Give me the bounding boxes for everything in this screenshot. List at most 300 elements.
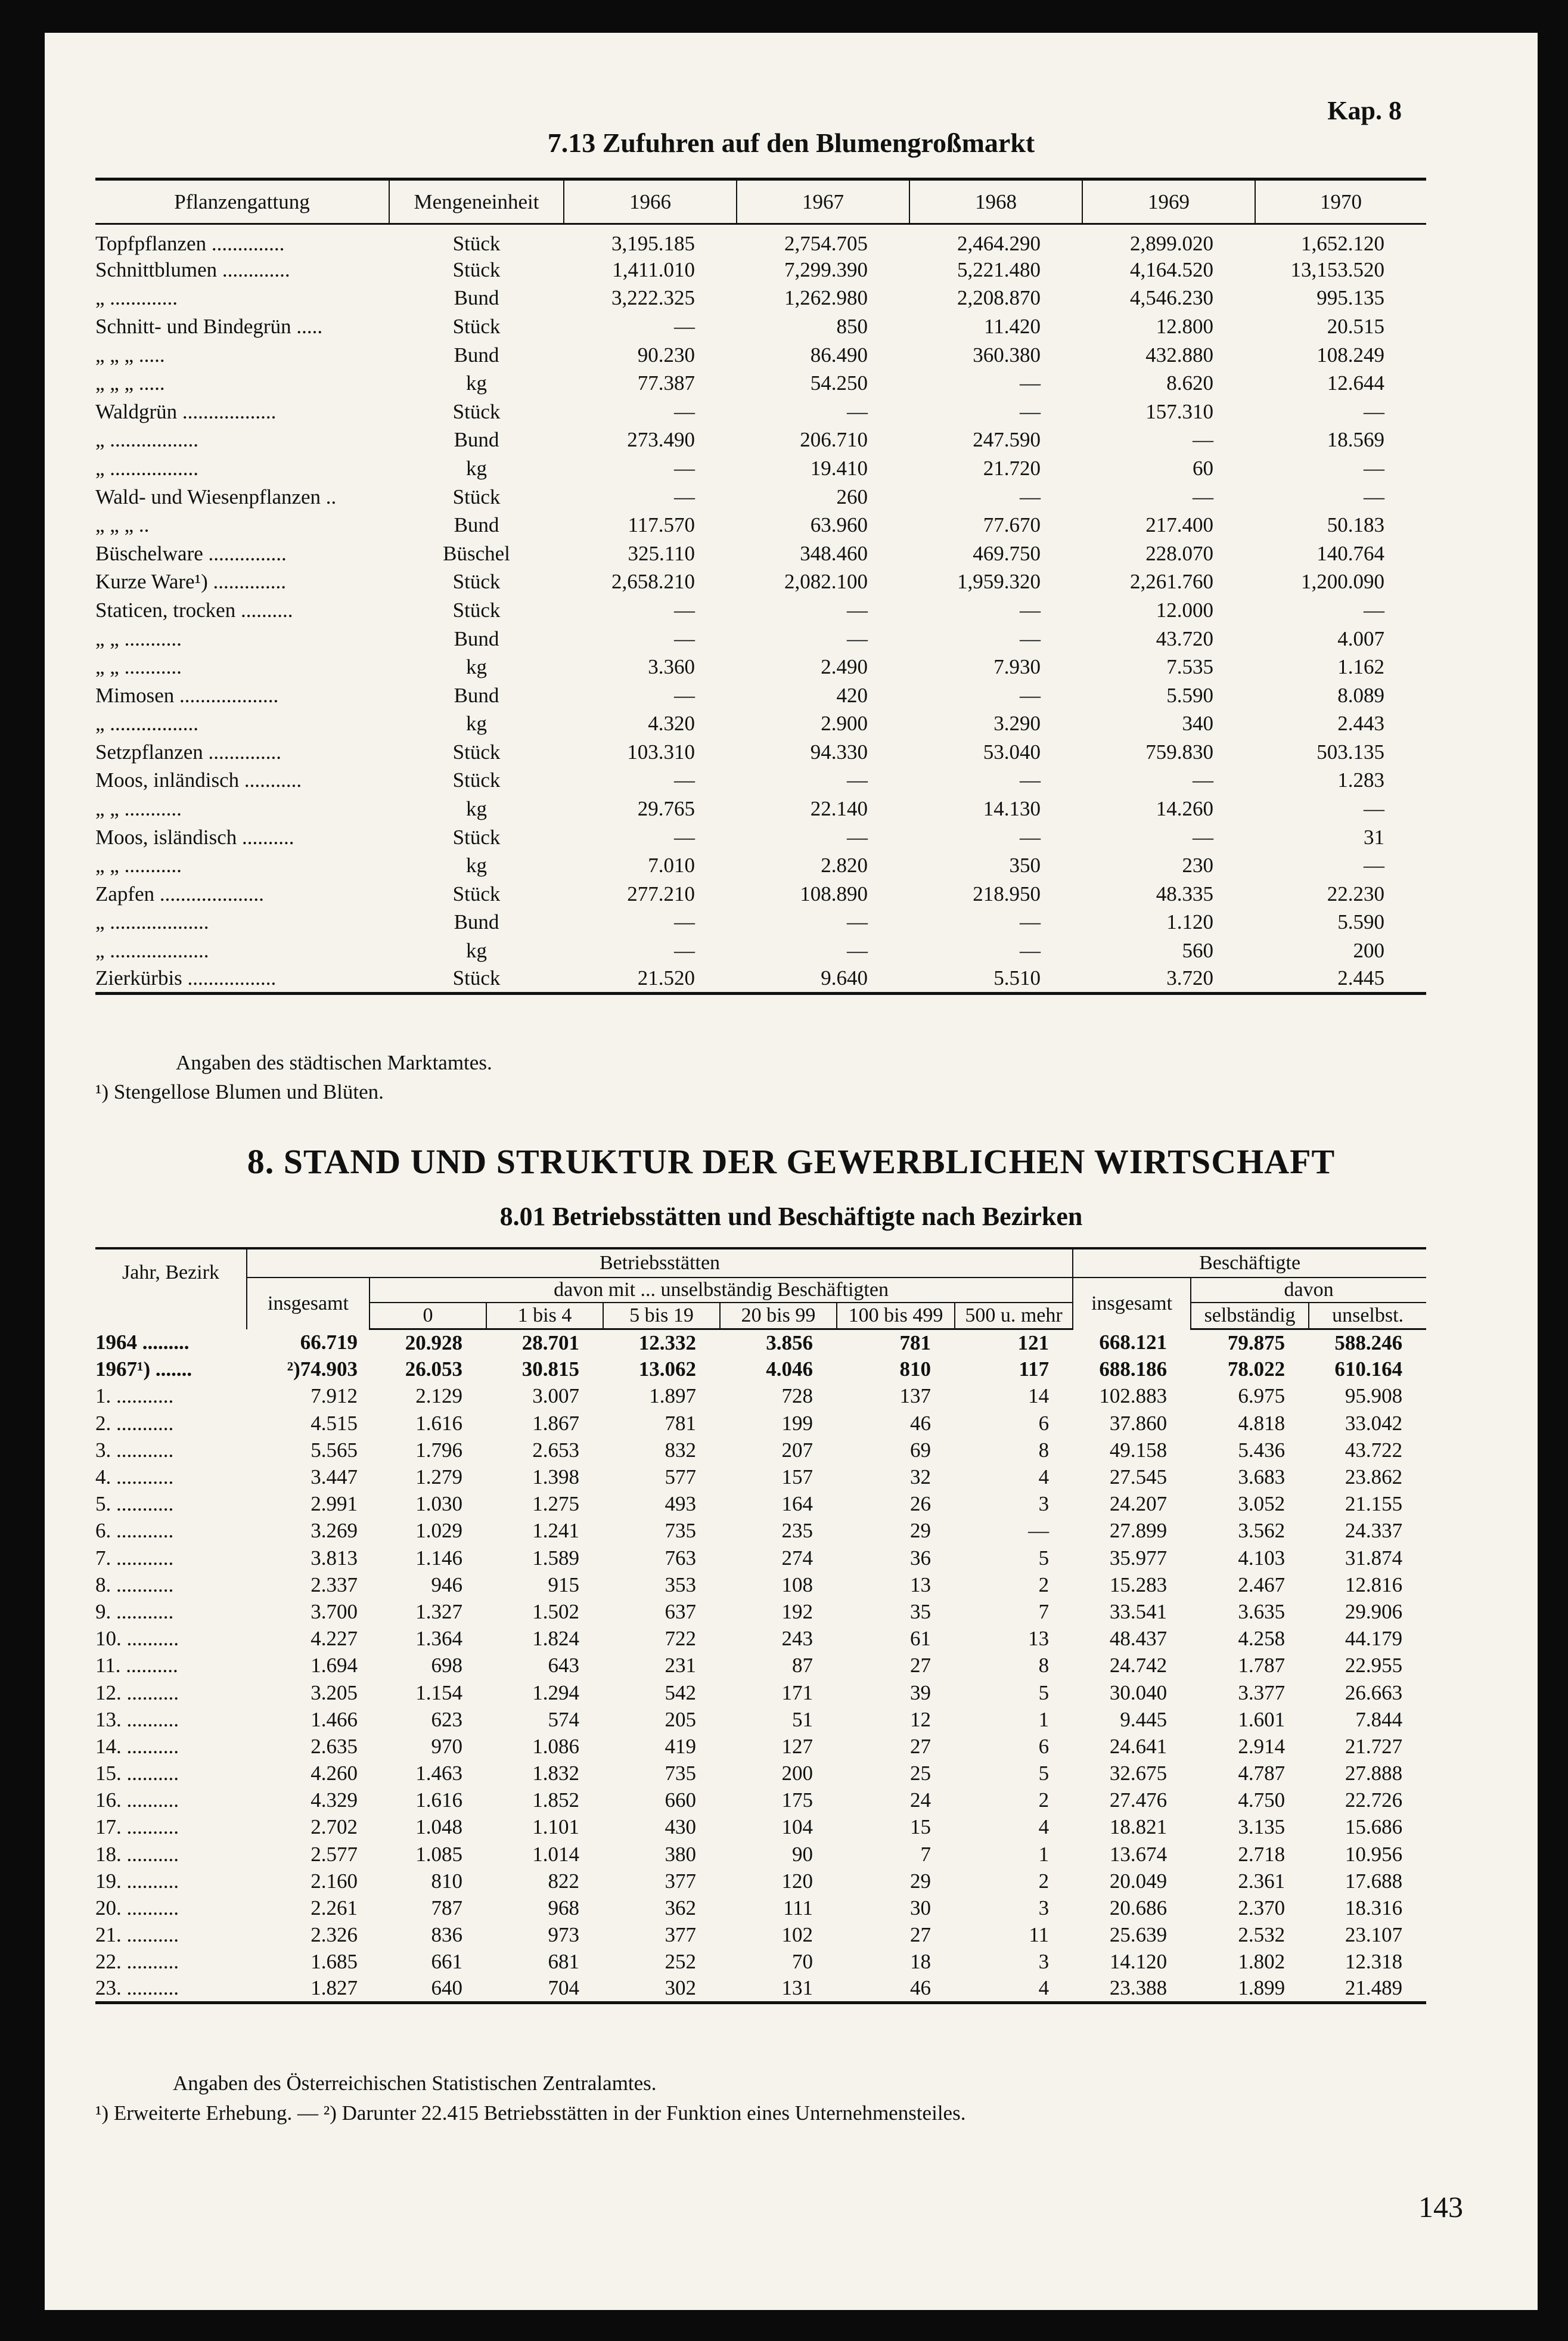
value-cell: 1.014 bbox=[532, 1842, 579, 1866]
value-cell: — bbox=[1364, 598, 1384, 622]
value-cell: 252 bbox=[665, 1950, 696, 1974]
table-7-13 bbox=[95, 178, 1426, 995]
table-row bbox=[95, 1545, 1426, 1571]
value-cell: — bbox=[1364, 797, 1384, 821]
value-cell: 588.246 bbox=[1334, 1331, 1403, 1354]
table-8-01-footnote: ¹) Erweiterte Erhebung. — ²) Darunter 22.415 Betriebsstätten in der Funktion eines Unternehmensteiles. bbox=[95, 2101, 966, 2125]
row-label: „ ............. bbox=[95, 286, 178, 310]
value-cell: 5,221.480 bbox=[957, 258, 1041, 281]
row-label: 1. ........... bbox=[95, 1384, 174, 1408]
value-cell: 13.674 bbox=[1109, 1842, 1168, 1866]
value-cell: 25.639 bbox=[1109, 1923, 1168, 1947]
row-label: 18. .......... bbox=[95, 1842, 179, 1866]
value-cell: — bbox=[674, 910, 695, 934]
row-label: „ „ „ ..... bbox=[95, 343, 165, 367]
unit-cell: Stück bbox=[452, 314, 501, 338]
value-cell: — bbox=[1020, 939, 1041, 963]
value-cell: 419 bbox=[665, 1734, 696, 1758]
value-cell: 53.040 bbox=[983, 740, 1041, 764]
value-cell: 205 bbox=[665, 1707, 696, 1731]
value-cell: 35 bbox=[910, 1599, 931, 1623]
value-cell: 20.686 bbox=[1109, 1896, 1168, 1920]
table-row bbox=[95, 1706, 1426, 1733]
unit-cell: Stück bbox=[452, 485, 501, 508]
value-cell: 3.290 bbox=[993, 712, 1041, 736]
value-cell: — bbox=[1020, 598, 1041, 622]
value-cell: 27.545 bbox=[1109, 1465, 1168, 1489]
header-size-500-plus: 500 u. mehr bbox=[955, 1303, 1073, 1329]
value-cell: 26 bbox=[910, 1492, 931, 1516]
header-davon: davon bbox=[1191, 1278, 1426, 1303]
value-cell: 37.860 bbox=[1109, 1411, 1168, 1435]
table-row bbox=[95, 1598, 1426, 1625]
value-cell: 35.977 bbox=[1109, 1546, 1168, 1570]
value-cell: 643 bbox=[548, 1654, 579, 1678]
value-cell: 120 bbox=[781, 1869, 813, 1893]
table-row bbox=[95, 1814, 1426, 1841]
value-cell: 1.327 bbox=[415, 1599, 462, 1623]
value-cell: 5 bbox=[1038, 1680, 1050, 1704]
header-size-100-499: 100 bis 499 bbox=[837, 1303, 955, 1329]
row-label: 5. ........... bbox=[95, 1492, 174, 1516]
table-row bbox=[95, 511, 1426, 539]
value-cell: 3.447 bbox=[311, 1465, 358, 1489]
value-cell: 199 bbox=[781, 1411, 813, 1435]
row-label: Wald- und Wiesenpflanzen .. bbox=[95, 485, 337, 508]
value-cell: 735 bbox=[665, 1519, 696, 1543]
table-7-13-note-source: Angaben des städtischen Marktamtes. bbox=[176, 1051, 492, 1074]
column-header: 1966 bbox=[564, 179, 737, 224]
unit-cell: Stück bbox=[452, 882, 501, 906]
value-cell: 640 bbox=[370, 1976, 486, 2002]
value-cell: — bbox=[1364, 399, 1384, 423]
row-label: „ „ ........... bbox=[95, 627, 182, 650]
unit-cell: kg bbox=[466, 371, 487, 395]
value-cell: 8 bbox=[1038, 1654, 1050, 1678]
value-cell: 2,208.870 bbox=[957, 286, 1041, 310]
table-row bbox=[95, 625, 1426, 653]
value-cell: 48.437 bbox=[1109, 1627, 1168, 1651]
value-cell: 157 bbox=[781, 1465, 813, 1489]
value-cell: 4.260 bbox=[311, 1762, 358, 1785]
value-cell: 4,164.520 bbox=[1130, 258, 1213, 281]
value-cell: 4 bbox=[1038, 1815, 1050, 1839]
value-cell: 103.310 bbox=[627, 740, 695, 764]
value-cell: — bbox=[1193, 485, 1213, 508]
value-cell: 360.380 bbox=[973, 343, 1041, 367]
value-cell: 14.120 bbox=[1109, 1950, 1168, 1974]
value-cell: 5.590 bbox=[1337, 910, 1384, 934]
table-row bbox=[95, 312, 1426, 341]
value-cell: 70 bbox=[792, 1950, 813, 1974]
value-cell: 302 bbox=[603, 1976, 720, 2002]
value-cell: 1,411.010 bbox=[612, 258, 695, 281]
value-cell: 29.906 bbox=[1345, 1599, 1403, 1623]
value-cell: 18 bbox=[910, 1950, 931, 1974]
value-cell: 946 bbox=[431, 1573, 462, 1596]
value-cell: 1.832 bbox=[532, 1762, 579, 1785]
row-label: „ ................... bbox=[95, 939, 209, 963]
value-cell: 3.205 bbox=[311, 1680, 358, 1704]
value-cell: 243 bbox=[781, 1627, 813, 1651]
unit-cell: Bund bbox=[454, 343, 499, 367]
value-cell: 2.532 bbox=[1238, 1923, 1286, 1947]
row-label: 14. .......... bbox=[95, 1734, 179, 1758]
value-cell: 3,222.325 bbox=[611, 286, 695, 310]
value-cell: 1.279 bbox=[415, 1465, 462, 1489]
value-cell: — bbox=[674, 939, 695, 963]
table-row bbox=[95, 596, 1426, 625]
value-cell: 260 bbox=[836, 485, 868, 508]
value-cell: — bbox=[674, 598, 695, 622]
value-cell: 1.283 bbox=[1337, 768, 1384, 792]
table-row bbox=[95, 568, 1426, 597]
value-cell: 2.653 bbox=[532, 1438, 579, 1462]
row-label: 22. .......... bbox=[95, 1950, 179, 1974]
table-row bbox=[95, 1518, 1426, 1545]
unit-cell: Bund bbox=[454, 286, 499, 310]
value-cell: 574 bbox=[548, 1707, 579, 1731]
value-cell: 2.445 bbox=[1255, 965, 1426, 994]
value-cell: 277.210 bbox=[627, 882, 695, 906]
value-cell: 13 bbox=[910, 1573, 931, 1596]
value-cell: 2.718 bbox=[1238, 1842, 1286, 1866]
value-cell: 24.337 bbox=[1345, 1519, 1403, 1543]
value-cell: 27 bbox=[910, 1923, 931, 1947]
value-cell: 728 bbox=[781, 1384, 813, 1408]
value-cell: — bbox=[847, 939, 868, 963]
value-cell: — bbox=[674, 768, 695, 792]
header-size-1-4: 1 bis 4 bbox=[486, 1303, 603, 1329]
value-cell: 54.250 bbox=[810, 371, 868, 395]
value-cell: 610.164 bbox=[1334, 1357, 1403, 1381]
value-cell: 2.900 bbox=[821, 712, 868, 736]
row-label: 16. .......... bbox=[95, 1788, 179, 1812]
value-cell: 23.388 bbox=[1073, 1976, 1191, 2002]
value-cell: 1.030 bbox=[415, 1492, 462, 1516]
value-cell: 350 bbox=[1009, 854, 1041, 878]
value-cell: 87 bbox=[792, 1654, 813, 1678]
value-cell: 1.398 bbox=[532, 1465, 579, 1489]
value-cell: 681 bbox=[548, 1950, 579, 1974]
value-cell: 2.577 bbox=[311, 1842, 358, 1866]
value-cell: 1,959.320 bbox=[957, 570, 1041, 594]
value-cell: 26.053 bbox=[405, 1357, 462, 1381]
header-jahr-bezirk: Jahr, Bezirk bbox=[95, 1248, 247, 1329]
value-cell: — bbox=[847, 825, 868, 849]
row-label: 3. ........... bbox=[95, 1438, 174, 1462]
value-cell: 973 bbox=[548, 1923, 579, 1947]
value-cell: 12.318 bbox=[1345, 1950, 1403, 1974]
value-cell: 66.719 bbox=[300, 1331, 358, 1354]
row-label: 12. .......... bbox=[95, 1680, 179, 1704]
value-cell: 108 bbox=[781, 1573, 813, 1596]
table-8-01 bbox=[95, 1247, 1426, 2004]
value-cell: 230 bbox=[1182, 854, 1213, 878]
value-cell: 1.787 bbox=[1238, 1654, 1286, 1678]
value-cell: 560 bbox=[1182, 939, 1213, 963]
table-row bbox=[95, 483, 1426, 511]
unit-cell: Stück bbox=[452, 768, 501, 792]
unit-cell: Stück bbox=[452, 399, 501, 423]
value-cell: 1.802 bbox=[1238, 1950, 1286, 1974]
value-cell: 27.476 bbox=[1109, 1788, 1168, 1812]
value-cell: 18.821 bbox=[1109, 1815, 1168, 1839]
value-cell: 5.565 bbox=[311, 1438, 358, 1462]
value-cell: 2.467 bbox=[1238, 1573, 1286, 1596]
column-header: Pflanzengattung bbox=[95, 179, 389, 224]
value-cell: 4.046 bbox=[766, 1357, 813, 1381]
value-cell: 4.103 bbox=[1238, 1546, 1286, 1570]
value-cell: — bbox=[847, 910, 868, 934]
value-cell: 3 bbox=[1038, 1950, 1050, 1974]
row-label: Waldgrün .................. bbox=[95, 399, 277, 423]
value-cell: 1.616 bbox=[415, 1411, 462, 1435]
value-cell: 722 bbox=[665, 1627, 696, 1651]
table-row bbox=[95, 454, 1426, 483]
value-cell: 968 bbox=[548, 1896, 579, 1920]
value-cell: 11 bbox=[1029, 1923, 1050, 1947]
row-label: 2. ........... bbox=[95, 1411, 174, 1435]
table-row bbox=[95, 1868, 1426, 1894]
value-cell: — bbox=[847, 627, 868, 650]
value-cell: 1.796 bbox=[415, 1438, 462, 1462]
value-cell: 1.824 bbox=[532, 1627, 579, 1651]
value-cell: 637 bbox=[665, 1599, 696, 1623]
value-cell: — bbox=[674, 683, 695, 707]
value-cell: 3.720 bbox=[1082, 965, 1255, 994]
value-cell: 31.874 bbox=[1345, 1546, 1403, 1570]
value-cell: 43.722 bbox=[1345, 1438, 1403, 1462]
value-cell: 836 bbox=[431, 1923, 462, 1947]
row-label: Zapfen .................... bbox=[95, 882, 264, 906]
value-cell: 157.310 bbox=[1145, 399, 1213, 423]
row-label: Staticen, trocken .......... bbox=[95, 598, 293, 622]
unit-cell: Stück bbox=[452, 740, 501, 764]
value-cell: 4.787 bbox=[1238, 1762, 1286, 1785]
value-cell: 104 bbox=[781, 1815, 813, 1839]
value-cell: 30.815 bbox=[521, 1357, 579, 1381]
row-label: „ „ „ .. bbox=[95, 513, 150, 537]
page-number: 143 bbox=[1418, 2190, 1463, 2224]
value-cell: 25 bbox=[910, 1762, 931, 1785]
table-row bbox=[95, 1894, 1426, 1921]
value-cell: 20.049 bbox=[1109, 1869, 1168, 1893]
table-8-01-note-source: Angaben des Österreichischen Statistischen Zentralamtes. bbox=[173, 2072, 657, 2095]
value-cell: — bbox=[1028, 1519, 1050, 1543]
value-cell: — bbox=[674, 456, 695, 480]
value-cell: 3.269 bbox=[311, 1519, 358, 1543]
value-cell: 17.688 bbox=[1345, 1869, 1403, 1893]
value-cell: 3.377 bbox=[1238, 1680, 1286, 1704]
value-cell: 4.227 bbox=[311, 1627, 358, 1651]
value-cell: 13.062 bbox=[638, 1357, 696, 1381]
value-cell: 1 bbox=[1038, 1842, 1050, 1866]
header-size-0: 0 bbox=[370, 1303, 486, 1329]
value-cell: 2 bbox=[1038, 1869, 1050, 1893]
value-cell: — bbox=[674, 485, 695, 508]
value-cell: 2 bbox=[1038, 1573, 1050, 1596]
row-label: Topfpflanzen .............. bbox=[95, 232, 285, 255]
value-cell: 200 bbox=[1353, 939, 1384, 963]
value-cell: 1.029 bbox=[415, 1519, 462, 1543]
header-size-5-19: 5 bis 19 bbox=[603, 1303, 720, 1329]
value-cell: 27.888 bbox=[1345, 1762, 1403, 1785]
table-row bbox=[95, 1383, 1426, 1410]
value-cell: 2,082.100 bbox=[784, 570, 868, 594]
value-cell: 3.052 bbox=[1238, 1492, 1286, 1516]
table-row bbox=[95, 1976, 1426, 2002]
value-cell: 51 bbox=[792, 1707, 813, 1731]
table-row bbox=[95, 539, 1426, 568]
header-selbstaendig: selbständig bbox=[1191, 1303, 1309, 1329]
value-cell: 2 bbox=[1038, 1788, 1050, 1812]
value-cell: 7.010 bbox=[648, 854, 695, 878]
value-cell: 273.490 bbox=[627, 428, 695, 452]
table-row bbox=[95, 426, 1426, 455]
value-cell: 503.135 bbox=[1317, 740, 1384, 764]
unit-cell: Bund bbox=[454, 910, 499, 934]
row-label: 4. ........... bbox=[95, 1465, 174, 1489]
value-cell: 2.361 bbox=[1238, 1869, 1286, 1893]
value-cell: 5 bbox=[1038, 1546, 1050, 1570]
table-7-13-title: 7.13 Zufuhren auf den Blumengroßmarkt bbox=[547, 128, 1035, 158]
value-cell: — bbox=[1020, 683, 1041, 707]
value-cell: 175 bbox=[781, 1788, 813, 1812]
value-cell: 1.101 bbox=[532, 1815, 579, 1839]
value-cell: 10.956 bbox=[1345, 1842, 1403, 1866]
value-cell: 7 bbox=[920, 1842, 931, 1866]
unit-cell: kg bbox=[466, 797, 487, 821]
value-cell: 2.370 bbox=[1238, 1896, 1286, 1920]
value-cell: — bbox=[1364, 485, 1384, 508]
value-cell: 6 bbox=[1038, 1734, 1050, 1758]
value-cell: 5.590 bbox=[1166, 683, 1213, 707]
value-cell: 4,546.230 bbox=[1130, 286, 1213, 310]
value-cell: — bbox=[1020, 485, 1041, 508]
value-cell: 24.207 bbox=[1109, 1492, 1168, 1516]
table-row bbox=[95, 1437, 1426, 1463]
value-cell: 20.515 bbox=[1327, 314, 1384, 338]
value-cell: 1.294 bbox=[532, 1680, 579, 1704]
value-cell: 30.040 bbox=[1109, 1680, 1168, 1704]
header-betriebsstaetten: Betriebsstätten bbox=[247, 1248, 1073, 1278]
value-cell: — bbox=[674, 314, 695, 338]
value-cell: 340 bbox=[1182, 712, 1213, 736]
value-cell: 78.022 bbox=[1227, 1357, 1286, 1381]
value-cell: 1.154 bbox=[415, 1680, 462, 1704]
table-row bbox=[95, 965, 1426, 994]
row-label: „ ................. bbox=[95, 428, 199, 452]
value-cell: 27.899 bbox=[1109, 1519, 1168, 1543]
value-cell: — bbox=[674, 627, 695, 650]
value-cell: 1.685 bbox=[311, 1950, 358, 1974]
value-cell: 15 bbox=[910, 1815, 931, 1839]
row-label: „ ................. bbox=[95, 712, 199, 736]
table-row bbox=[95, 369, 1426, 398]
row-label: Schnitt- und Bindegrün ..... bbox=[95, 314, 323, 338]
table-row bbox=[95, 1356, 1426, 1383]
value-cell: 2.702 bbox=[311, 1815, 358, 1839]
value-cell: 86.490 bbox=[810, 343, 868, 367]
value-cell: 542 bbox=[665, 1680, 696, 1704]
row-label: „ „ ........... bbox=[95, 854, 182, 878]
unit-cell: kg bbox=[466, 655, 487, 679]
value-cell: 235 bbox=[781, 1519, 813, 1543]
value-cell: — bbox=[1193, 428, 1213, 452]
unit-cell: Bund bbox=[454, 683, 499, 707]
row-label: 15. .......... bbox=[95, 1762, 179, 1785]
value-cell: 4.320 bbox=[648, 712, 695, 736]
value-cell: — bbox=[1020, 825, 1041, 849]
value-cell: 50.183 bbox=[1327, 513, 1384, 537]
unit-cell: kg bbox=[466, 456, 487, 480]
table-row bbox=[95, 1329, 1426, 1356]
value-cell: 377 bbox=[665, 1869, 696, 1893]
value-cell: — bbox=[847, 598, 868, 622]
value-cell: 4 bbox=[955, 1976, 1073, 2002]
column-header: Mengeneinheit bbox=[389, 179, 564, 224]
value-cell: 325.110 bbox=[628, 541, 695, 565]
value-cell: 137 bbox=[899, 1384, 931, 1408]
unit-cell: kg bbox=[466, 854, 487, 878]
value-cell: 21.155 bbox=[1345, 1492, 1403, 1516]
value-cell: 77.670 bbox=[983, 513, 1041, 537]
value-cell: 1.601 bbox=[1238, 1707, 1286, 1731]
unit-cell: Bund bbox=[454, 428, 499, 452]
value-cell: 1.502 bbox=[532, 1599, 579, 1623]
value-cell: 1.162 bbox=[1337, 655, 1384, 679]
value-cell: 44.179 bbox=[1345, 1627, 1403, 1651]
row-label: 21. .......... bbox=[95, 1923, 179, 1947]
value-cell: 231 bbox=[665, 1654, 696, 1678]
value-cell: 24.742 bbox=[1109, 1654, 1168, 1678]
value-cell: 9.640 bbox=[737, 965, 909, 994]
value-cell: 117 bbox=[1019, 1357, 1050, 1381]
value-cell: 7,299.390 bbox=[784, 258, 868, 281]
row-label: 11. .......... bbox=[95, 1654, 178, 1678]
value-cell: 12.644 bbox=[1327, 371, 1384, 395]
value-cell: 12.816 bbox=[1345, 1573, 1403, 1596]
value-cell: 274 bbox=[781, 1546, 813, 1570]
value-cell: 3 bbox=[1038, 1492, 1050, 1516]
column-header: 1969 bbox=[1082, 179, 1255, 224]
row-label: 10. .......... bbox=[95, 1627, 179, 1651]
value-cell: 24 bbox=[910, 1788, 931, 1812]
value-cell: 127 bbox=[781, 1734, 813, 1758]
value-cell: 111 bbox=[783, 1896, 813, 1920]
value-cell: 5.436 bbox=[1238, 1438, 1286, 1462]
unit-cell: Büschel bbox=[443, 541, 510, 565]
table-row bbox=[95, 851, 1426, 880]
value-cell: 29.765 bbox=[637, 797, 695, 821]
value-cell: 1.241 bbox=[532, 1519, 579, 1543]
unit-cell: Stück bbox=[452, 258, 501, 281]
value-cell: 1.694 bbox=[311, 1654, 358, 1678]
value-cell: — bbox=[1193, 825, 1213, 849]
section-title: 8. STAND UND STRUKTUR DER GEWERBLICHEN WIRTSCHAFT bbox=[247, 1142, 1336, 1181]
value-cell: — bbox=[847, 399, 868, 423]
value-cell: 36 bbox=[910, 1546, 931, 1570]
value-cell: 1.463 bbox=[415, 1762, 462, 1785]
value-cell: 39 bbox=[910, 1680, 931, 1704]
value-cell: 5 bbox=[1038, 1762, 1050, 1785]
value-cell: 14.130 bbox=[983, 797, 1041, 821]
value-cell: 12 bbox=[910, 1707, 931, 1731]
table-7-13-footnote: ¹) Stengellose Blumen und Blüten. bbox=[95, 1080, 384, 1103]
column-header: 1968 bbox=[909, 179, 1082, 224]
row-label: Zierkürbis ................. bbox=[95, 965, 389, 994]
